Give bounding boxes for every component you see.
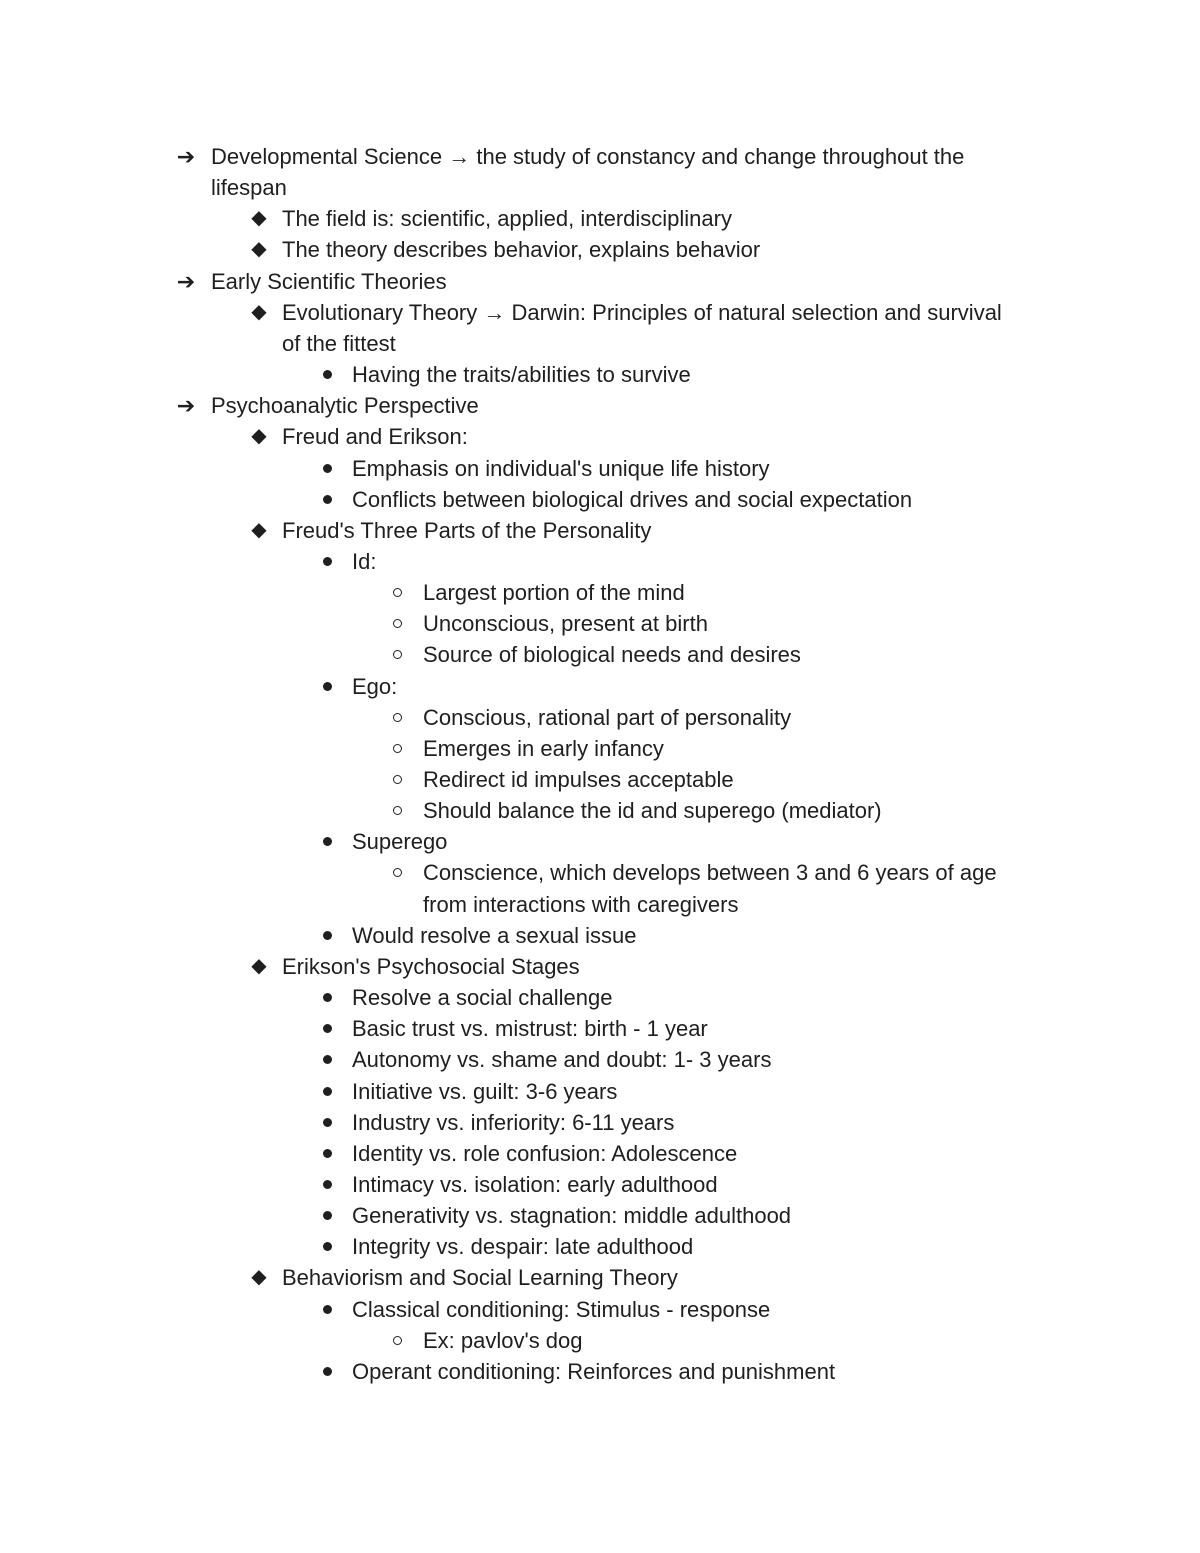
outline-item-text: Unconscious, present at birth xyxy=(423,611,708,636)
outline-item-text: Should balance the id and superego (mediator) xyxy=(423,798,882,823)
outline-item-text: Intimacy vs. isolation: early adulthood xyxy=(352,1172,718,1197)
diamond-bullet-icon: ◆ xyxy=(251,519,267,541)
filled-circle-bullet-icon xyxy=(316,359,338,390)
diamond-bullet-icon: ◆ xyxy=(251,955,267,977)
outline-item-text: Evolutionary Theory → Darwin: Principles of natural selection and survival xyxy=(282,300,1002,325)
outline-item-text: Psychoanalytic Perspective xyxy=(211,393,479,418)
outline-item-text: Emphasis on individual's unique life history xyxy=(352,456,770,481)
outline-item-text: Erikson's Psychosocial Stages xyxy=(282,954,580,979)
outline-item-text: Ego: xyxy=(352,674,398,699)
filled-circle-bullet-icon xyxy=(316,671,338,702)
hollow-circle-bullet-icon xyxy=(386,639,408,670)
outline-item-text: of the fittest xyxy=(282,331,396,356)
diamond-bullet-icon: ◆ xyxy=(251,207,267,229)
hollow-circle-bullet-icon xyxy=(386,608,408,639)
outline-item-text: Resolve a social challenge xyxy=(352,985,613,1010)
outline-item-text: Industry vs. inferiority: 6-11 years xyxy=(352,1110,675,1135)
filled-circle-bullet-icon xyxy=(316,1076,338,1107)
outline-item-text: Integrity vs. despair: late adulthood xyxy=(352,1234,694,1259)
diamond-bullet-icon: ◆ xyxy=(251,425,267,447)
outline-item-text: Generativity vs. stagnation: middle adulthood xyxy=(352,1203,792,1228)
outline-item-text: Operant conditioning: Reinforces and punishment xyxy=(352,1359,836,1384)
diamond-bullet-icon: ◆ xyxy=(251,301,267,323)
filled-circle-bullet-icon xyxy=(316,1231,338,1262)
filled-circle-bullet-icon xyxy=(316,1044,338,1075)
filled-circle-bullet-icon xyxy=(316,1107,338,1138)
hollow-circle-bullet-icon xyxy=(386,577,408,608)
outline-item-text: Source of biological needs and desires xyxy=(423,642,801,667)
hollow-circle-bullet-icon xyxy=(386,702,408,733)
filled-circle-bullet-icon xyxy=(316,1138,338,1169)
outline-item-text: The theory describes behavior, explains behavior xyxy=(282,237,761,262)
arrow-bullet-icon: ➔ xyxy=(176,269,196,294)
outline-item-text: Early Scientific Theories xyxy=(211,269,447,294)
arrow-bullet-icon: ➔ xyxy=(176,393,196,418)
outline-item-text: Conflicts between biological drives and social expectation xyxy=(352,487,913,512)
outline-item-text: from interactions with caregivers xyxy=(423,892,739,917)
filled-circle-bullet-icon xyxy=(316,484,338,515)
filled-circle-bullet-icon xyxy=(316,1200,338,1231)
filled-circle-bullet-icon xyxy=(316,546,338,577)
diamond-bullet-icon: ◆ xyxy=(251,1266,267,1288)
filled-circle-bullet-icon xyxy=(316,1356,338,1387)
hollow-circle-bullet-icon xyxy=(386,733,408,764)
outline-item-text: The field is: scientific, applied, interdisciplinary xyxy=(282,206,732,231)
outline-item-text: Classical conditioning: Stimulus - response xyxy=(352,1297,771,1322)
filled-circle-bullet-icon xyxy=(316,826,338,857)
outline-item-text: Redirect id impulses acceptable xyxy=(423,767,734,792)
outline-item-text: Conscience, which develops between 3 and 6 years of age xyxy=(423,860,997,885)
arrow-bullet-icon: ➔ xyxy=(176,144,196,169)
filled-circle-bullet-icon xyxy=(316,1169,338,1200)
filled-circle-bullet-icon xyxy=(316,982,338,1013)
hollow-circle-bullet-icon xyxy=(386,1325,408,1356)
outline-item-text: Identity vs. role confusion: Adolescence xyxy=(352,1141,738,1166)
outline-item-text: Would resolve a sexual issue xyxy=(352,923,637,948)
outline-item-text: Behaviorism and Social Learning Theory xyxy=(282,1265,678,1290)
outline-item-text: Freud's Three Parts of the Personality xyxy=(282,518,652,543)
outline-item-text: Having the traits/abilities to survive xyxy=(352,362,691,387)
filled-circle-bullet-icon xyxy=(316,920,338,951)
outline-item-text: Developmental Science → the study of constancy and change throughout the xyxy=(211,144,965,169)
hollow-circle-bullet-icon xyxy=(386,857,408,888)
filled-circle-bullet-icon xyxy=(316,1013,338,1044)
outline-item-text: Autonomy vs. shame and doubt: 1- 3 years xyxy=(352,1047,772,1072)
outline-item-text: lifespan xyxy=(211,175,287,200)
outline-item-text: Initiative vs. guilt: 3-6 years xyxy=(352,1079,618,1104)
filled-circle-bullet-icon xyxy=(316,1294,338,1325)
filled-circle-bullet-icon xyxy=(316,453,338,484)
outline-item-text: Freud and Erikson: xyxy=(282,424,468,449)
outline-item-text: Basic trust vs. mistrust: birth - 1 year xyxy=(352,1016,708,1041)
outline-item-text: Conscious, rational part of personality xyxy=(423,705,792,730)
hollow-circle-bullet-icon xyxy=(386,795,408,826)
outline-item-text: Ex: pavlov's dog xyxy=(423,1328,583,1353)
outline-item-text: Id: xyxy=(352,549,377,574)
outline-item-text: Largest portion of the mind xyxy=(423,580,685,605)
outline-item-text: Superego xyxy=(352,829,448,854)
diamond-bullet-icon: ◆ xyxy=(251,238,267,260)
outline-item-text: Emerges in early infancy xyxy=(423,736,664,761)
hollow-circle-bullet-icon xyxy=(386,764,408,795)
